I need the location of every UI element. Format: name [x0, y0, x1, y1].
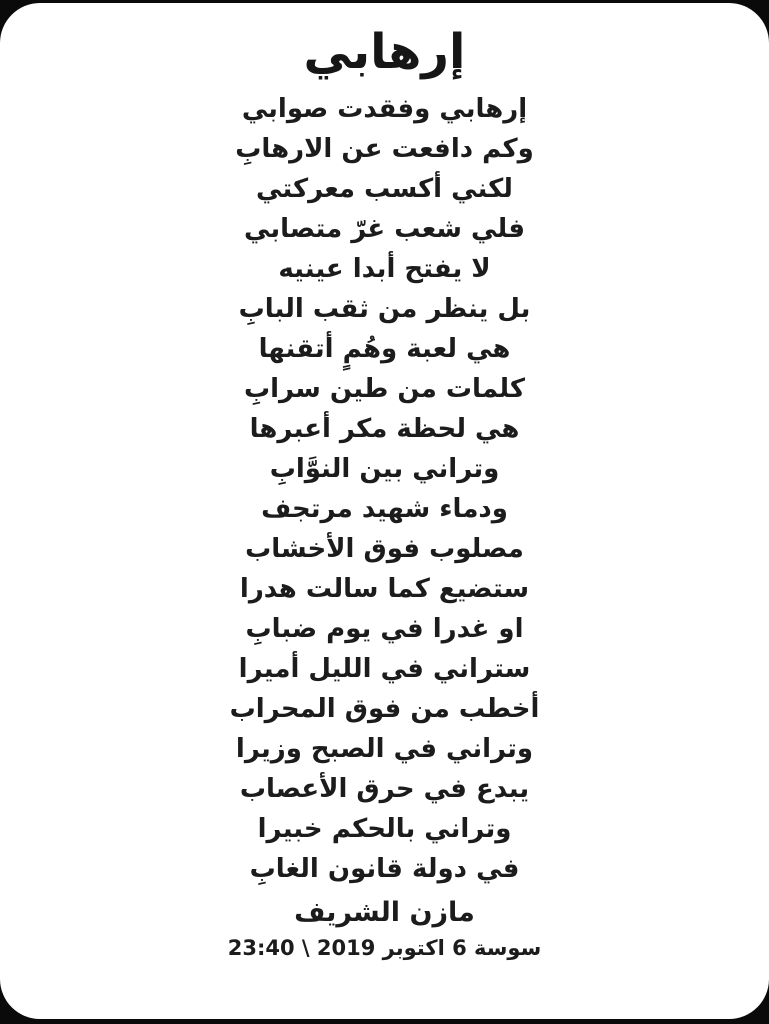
poem-line: كلمات من طين سرابِ [244, 374, 525, 404]
poem-line: وتراني في الصبح وزيرا [235, 734, 534, 764]
poem-line: وتراني بالحكم خبيرا [257, 814, 512, 844]
poem-line: إرهابي وفقدت صوابي [241, 94, 528, 124]
poem-line: بل ينظر من ثقب البابِ [238, 294, 531, 324]
poem-line: أخطب من فوق المحراب [229, 694, 540, 724]
poem-line: هي لحظة مكر أعبرها [249, 414, 520, 444]
poem-line: مصلوب فوق الأخشاب [245, 534, 524, 564]
poem-date-location: سوسة 6 اكتوبر 2019 \ 23:40 [227, 936, 542, 960]
poem-line: ودماء شهيد مرتجف [261, 494, 508, 524]
poem-card [0, 3, 769, 1019]
poem-line: ستراني في الليل أميرا [238, 654, 531, 684]
poem-line: وكم دافعت عن الارهابِ [235, 134, 534, 164]
poem-title: إرهابي [303, 24, 466, 80]
poem-lines [0, 89, 769, 889]
poem-author: مازن الشريف [294, 897, 475, 928]
poem-line: هي لعبة وهُمٍ أتقنها [258, 334, 511, 364]
poem-line: في دولة قانون الغابِ [249, 854, 520, 884]
poem-line: لا يفتح أبدا عينيه [278, 254, 491, 284]
poem-line: لكني أكسب معركتي [256, 174, 513, 204]
poem-line: ستضيع كما سالت هدرا [239, 574, 530, 604]
poem-line: او غدرا في يوم ضبابِ [245, 614, 524, 644]
poem-line: فلي شعب غرّ متصابي [244, 214, 525, 244]
poem-line: يبدع في حرق الأعصاب [239, 774, 530, 804]
poem-line: وتراني بين النوَّابِ [269, 454, 500, 484]
